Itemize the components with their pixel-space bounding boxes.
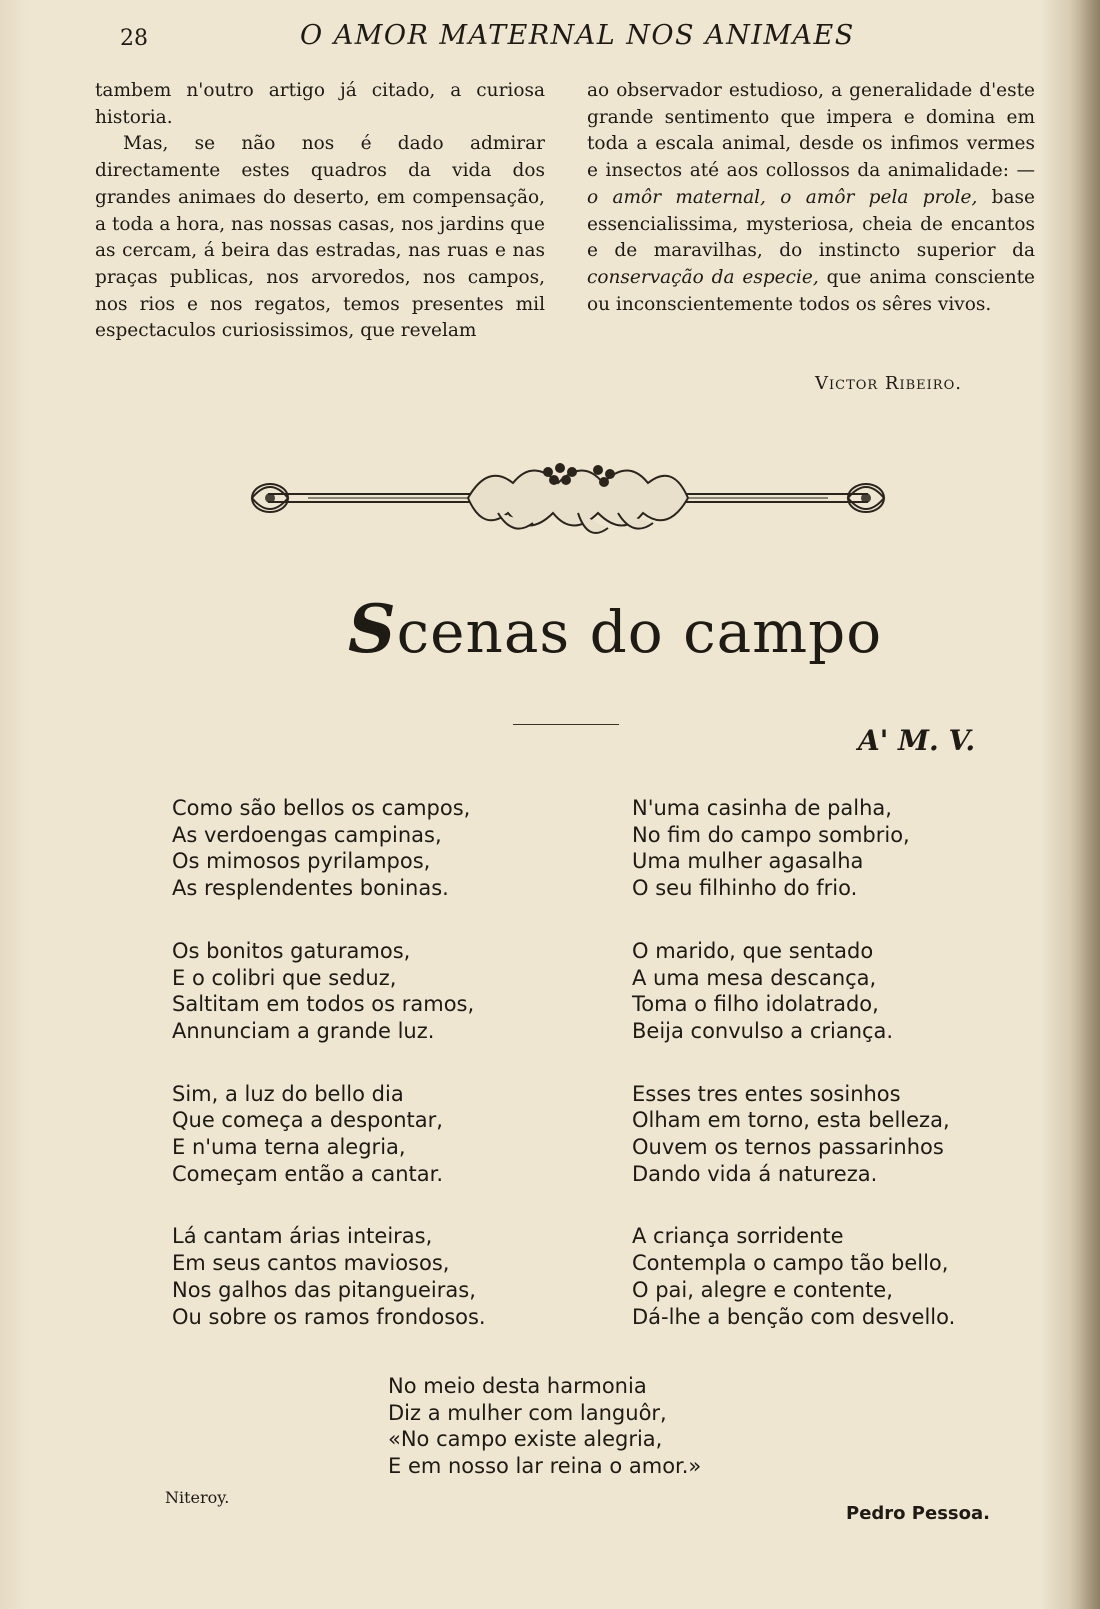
poem-line: Saltitam em todos os ramos, (172, 992, 475, 1017)
poem-line: O seu filhinho do frio. (632, 876, 858, 901)
poem-line: As resplendentes boninas. (172, 876, 449, 901)
poem-title (348, 590, 883, 668)
poem-line: Olham em torno, esta belleza, (632, 1108, 950, 1133)
poem-line: Sim, a luz do bello dia (172, 1081, 404, 1106)
poem-line: Uma mulher agasalha (632, 849, 864, 874)
poem-stanza (172, 795, 592, 902)
poem-line: A uma mesa descança, (632, 965, 877, 990)
title-rule (513, 724, 619, 725)
poem-right-column (632, 795, 1052, 1366)
poem-line: Esses tres entes sosinhos (632, 1081, 901, 1106)
poem-line: Os mimosos pyrilampos, (172, 849, 431, 874)
poem-line: Ouvem os ternos passarinhos (632, 1135, 944, 1160)
page-spine-shadow (1070, 0, 1100, 1609)
poem-line: No fim do campo sombrio, (632, 822, 910, 847)
poem-line: Annunciam a grande luz. (172, 1018, 435, 1043)
poem-line: E em nosso lar reina o amor.» (388, 1454, 702, 1479)
poem-stanza (172, 1223, 592, 1330)
poem-author: Pedro Pessoa. (846, 1503, 990, 1524)
article-emphasis: o amôr maternal, o amôr pela prole, (587, 186, 978, 208)
poem-line: «No campo existe alegria, (388, 1427, 663, 1452)
floral-ornament-icon (248, 458, 888, 548)
poem-line: Beija convulso a criança. (632, 1018, 894, 1043)
article-text: ao observador estudioso, a generalidade d'este grande sentimento que impera e domina em toda a escala animal, desde os infimos vermes e insectos até aos collossos da animalidade: — (587, 80, 1035, 182)
article-text: base essencialissima, mysteriosa, cheia de encantos e de maravilhas, do instincto superior da (587, 186, 1035, 262)
poem-stanza (632, 1081, 1052, 1188)
poem-stanza (172, 938, 592, 1045)
article-left-column (95, 78, 545, 345)
poem-dedication: A' M. V. (858, 724, 976, 757)
poem-left-column (172, 795, 592, 1366)
poem-line: Nos galhos das pitangueiras, (172, 1277, 476, 1302)
poem-line: Lá cantam árias inteiras, (172, 1224, 433, 1249)
poem-line: Que começa a despontar, (172, 1108, 443, 1133)
poem-line: Diz a mulher com languôr, (388, 1400, 667, 1425)
poem-line: Ou sobre os ramos frondosos. (172, 1304, 486, 1329)
poem-line: Em seus cantos maviosos, (172, 1251, 450, 1276)
article-paragraph: Mas, se não nos é dado admirar directamente estes quadros da vida dos grandes animaes do deserto, em compensação, a toda a hora, nas nossas casas, nos jardins que as cercam, á beira das estradas, nas ruas e nas praças publicas, nos arvoredos, nos campos, nos rios e nos regatos, temos presentes mil espectaculos curiosissimos, que revelam (95, 133, 545, 342)
poem-line: O marido, que sentado (632, 938, 874, 963)
poem-line: Dando vida á natureza. (632, 1161, 878, 1186)
page-number: 28 (120, 26, 148, 51)
poem-stanza (632, 1223, 1052, 1330)
poem-line: N'uma casinha de palha, (632, 796, 892, 820)
poem-line: Começam então a cantar. (172, 1161, 444, 1186)
article-paragraph (587, 78, 1035, 318)
poem-final-stanza (388, 1373, 701, 1480)
poem-line: As verdoengas campinas, (172, 822, 442, 847)
poem-place: Niteroy. (165, 1488, 230, 1507)
poem-stanza (632, 938, 1052, 1045)
poem-line: Toma o filho idolatrado, (632, 992, 879, 1017)
poem-line: Dá-lhe a benção com desvello. (632, 1304, 956, 1329)
poem-line: E o colibri que seduz, (172, 965, 397, 990)
article-signature: Victor Ribeiro. (815, 373, 962, 394)
poem-line: Contempla o campo tão bello, (632, 1251, 949, 1276)
poem-line: Os bonitos gaturamos, (172, 938, 411, 963)
article-emphasis: conservação da especie, (587, 266, 819, 288)
poem-stanza (172, 1081, 592, 1188)
article-paragraph: tambem n'outro artigo já citado, a curiosa historia. (95, 80, 545, 128)
poem-title-text: cenas do campo (396, 598, 883, 666)
article-text: que anima consciente ou inconscientemente todos os sêres vivos. (587, 266, 1036, 315)
article-right-column (587, 78, 1035, 318)
poem-line: No meio desta harmonia (388, 1374, 647, 1398)
poem-title-initial: S (348, 590, 397, 668)
poem-line: Como são bellos os campos, (172, 796, 471, 820)
poem-line: E n'uma terna alegria, (172, 1135, 406, 1160)
poem-line: O pai, alegre e contente, (632, 1277, 893, 1302)
running-head: O AMOR MATERNAL NOS ANIMAES (300, 20, 855, 51)
poem-stanza (632, 795, 1052, 902)
poem-line: A criança sorridente (632, 1224, 844, 1249)
